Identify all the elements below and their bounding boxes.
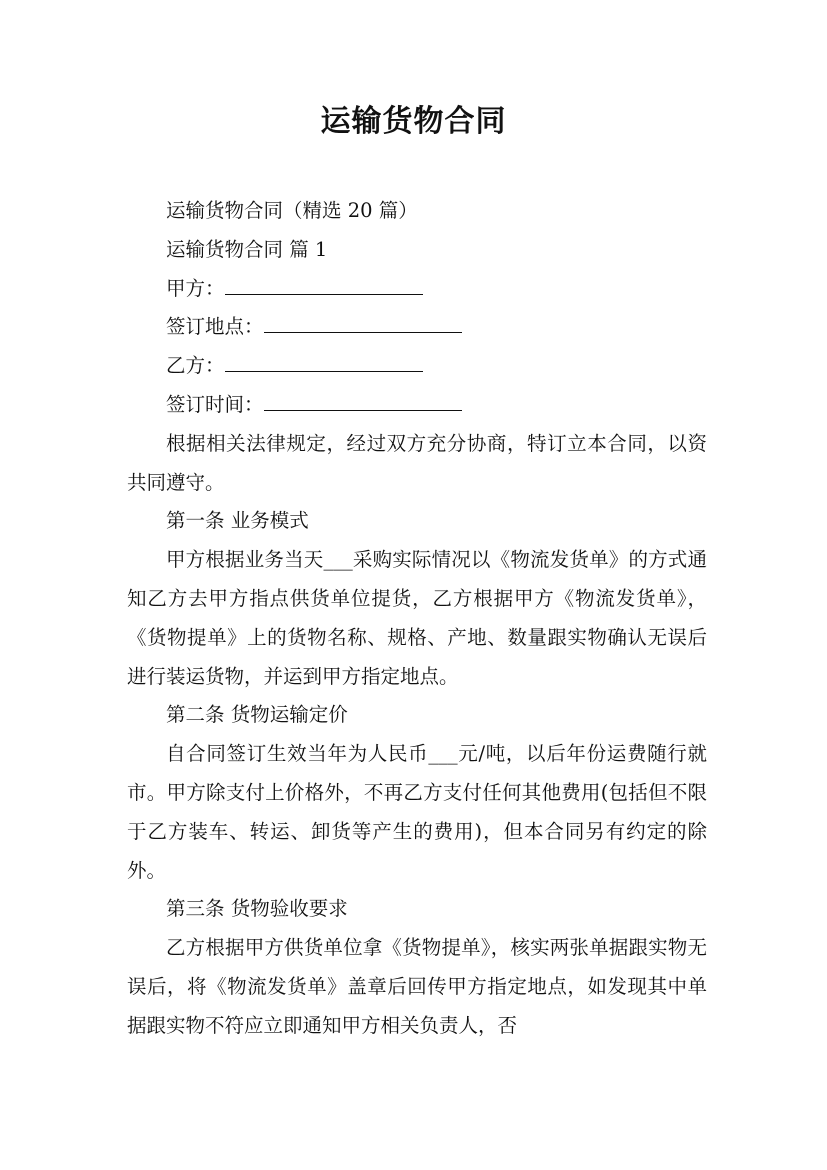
document-title: 运输货物合同 — [320, 104, 507, 139]
party-a-label: 甲方： — [166, 276, 225, 300]
article-3-heading: 第三条 货物验收要求 — [166, 897, 348, 921]
article-2-heading: 第二条 货物运输定价 — [166, 703, 348, 727]
place-label: 签订地点： — [166, 315, 264, 339]
party-b-label: 乙方： — [166, 354, 225, 378]
article-1-body: 甲方根据业务当天___采购实际情况以《物流发货单》的方式通知乙方去甲方指点供货单位提货，乙方根据甲方《物流发货单》， 《货物提单》上的货物名称、规格、产地、数量跟实物确认无误后进行装运货物，并运到甲方指定地点。 — [127, 548, 707, 688]
party-b-blank — [225, 349, 423, 372]
intro-paragraph: 根据相关法律规定，经过双方充分协商，特订立本合同，以资共同遵守。 — [127, 431, 707, 494]
article-1-heading: 第一条 业务模式 — [166, 509, 309, 533]
party-a-blank — [225, 272, 423, 295]
time-label: 签订时间： — [166, 392, 264, 416]
time-blank — [264, 388, 462, 411]
article-2-body: 自合同签订生效当年为人民币___元/吨，以后年份运费随行就市。甲方除支付上价格外，不再乙方支付任何其他费用(包括但不限于乙方装车、转运、卸货等产生的费用)，但本合同另有约定的除外。 — [127, 742, 707, 882]
time-field — [127, 386, 707, 425]
place-field — [127, 308, 707, 347]
place-blank — [264, 310, 462, 333]
party-a-field — [127, 270, 707, 309]
section-heading: 运输货物合同 篇 1 — [166, 237, 328, 261]
article-3-body: 乙方根据甲方供货单位拿《货物提单》，核实两张单据跟实物无误后，将《物流发货单》盖章后回传甲方指定地点，如发现其中单据跟实物不符应立即通知甲方相关负责人，否 — [127, 936, 707, 1037]
document-body — [127, 192, 707, 1046]
document-subtitle: 运输货物合同（精选 20 篇） — [166, 199, 418, 222]
party-b-field — [127, 347, 707, 386]
